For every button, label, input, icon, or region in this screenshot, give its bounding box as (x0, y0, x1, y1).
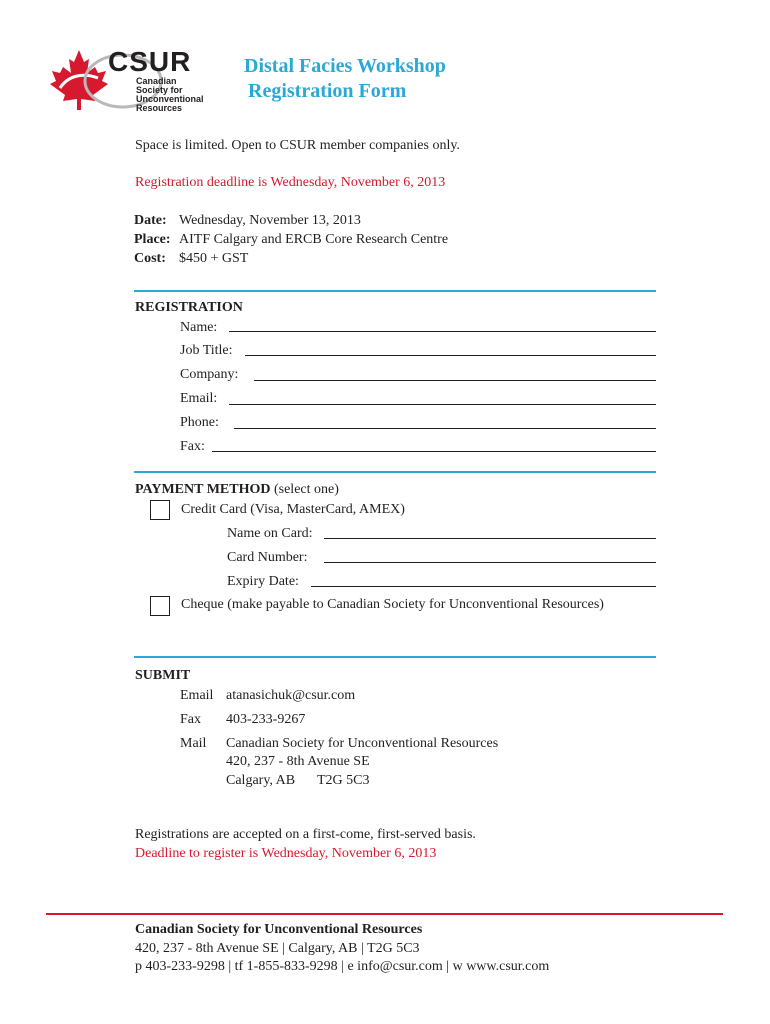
submit-fax-value: 403-233-9267 (226, 712, 306, 727)
name-field[interactable] (229, 331, 656, 332)
deadline-notice: Registration deadline is Wednesday, November 6, 2013 (135, 175, 446, 190)
section-divider (134, 656, 656, 658)
submit-email-value[interactable]: atanasichuk@csur.com (226, 688, 356, 703)
section-divider (134, 471, 656, 473)
date-label: Date: (134, 213, 167, 228)
card-number-label: Card Number: (227, 550, 308, 565)
submit-mail-city: Calgary, AB (226, 773, 296, 788)
phone-field[interactable] (234, 428, 656, 429)
submit-fax-label: Fax (180, 712, 201, 727)
logo-acronym: CSUR (108, 46, 192, 77)
credit-card-checkbox[interactable] (150, 500, 170, 520)
logo-line-1: Canadian (136, 76, 177, 86)
payment-heading-note: (select one) (273, 482, 339, 497)
logo-line-4: Resources (136, 103, 183, 113)
job-title-field[interactable] (245, 355, 656, 356)
place-label: Place: (134, 232, 171, 247)
company-label: Company: (180, 367, 239, 382)
submit-heading: SUBMIT (135, 668, 191, 683)
cost-value: $450 + GST (179, 251, 249, 266)
submit-mail-postal: T2G 5C3 (317, 773, 370, 788)
footer-org: Canadian Society for Unconventional Resources (135, 922, 423, 937)
payment-heading-label: PAYMENT METHOD (135, 482, 271, 497)
closing-deadline: Deadline to register is Wednesday, November 6, 2013 (135, 846, 437, 861)
form-title-line-1: Distal Facies Workshop (244, 55, 446, 77)
csur-logo (48, 46, 223, 116)
job-title-label: Job Title: (180, 343, 233, 358)
cheque-label: Cheque (make payable to Canadian Society for Unconventional Resources) (181, 597, 604, 612)
name-on-card-field[interactable] (324, 538, 656, 539)
credit-card-label: Credit Card (Visa, MasterCard, AMEX) (181, 502, 405, 517)
card-number-field[interactable] (324, 562, 656, 563)
footer-address: 420, 237 - 8th Avenue SE | Calgary, AB | T2G 5C3 (135, 941, 420, 956)
submit-mail-label: Mail (180, 736, 207, 751)
form-title-line-2: Registration Form (248, 80, 407, 102)
email-label: Email: (180, 391, 218, 406)
cheque-checkbox[interactable] (150, 596, 170, 616)
cost-label: Cost: (134, 251, 166, 266)
fax-field[interactable] (212, 451, 656, 452)
intro-text: Space is limited. Open to CSUR member companies only. (135, 138, 460, 153)
submit-mail-line-2: 420, 237 - 8th Avenue SE (226, 754, 370, 769)
place-value: AITF Calgary and ERCB Core Research Centre (179, 232, 449, 247)
fax-label: Fax: (180, 439, 205, 454)
date-value: Wednesday, November 13, 2013 (179, 213, 361, 228)
closing-basis: Registrations are accepted on a first-come, first-served basis. (135, 827, 476, 842)
submit-email-label: Email (180, 688, 214, 703)
logo-line-3: Unconventional (136, 94, 204, 104)
name-on-card-label: Name on Card: (227, 526, 313, 541)
footer-divider (46, 913, 723, 915)
email-field[interactable] (229, 404, 656, 405)
payment-heading (135, 482, 339, 498)
expiry-date-label: Expiry Date: (227, 574, 299, 589)
expiry-date-field[interactable] (311, 586, 656, 587)
company-field[interactable] (254, 380, 656, 381)
name-label: Name: (180, 320, 218, 335)
registration-heading: REGISTRATION (135, 300, 243, 315)
submit-mail-line-1: Canadian Society for Unconventional Resources (226, 736, 499, 751)
logo-line-2: Society for (136, 85, 183, 95)
phone-label: Phone: (180, 415, 219, 430)
footer-contact: p 403-233-9298 | tf 1-855-833-9298 | e info@csur.com | w www.csur.com (135, 959, 550, 974)
section-divider (134, 290, 656, 292)
